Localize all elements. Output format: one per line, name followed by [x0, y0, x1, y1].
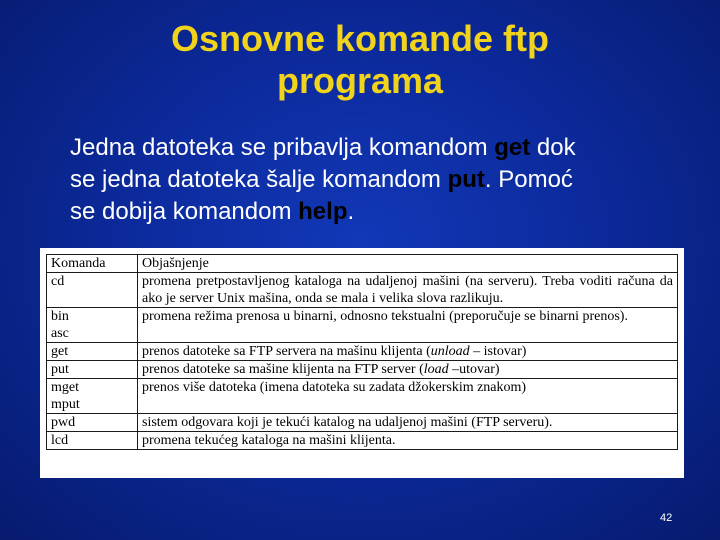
table-header-row — [47, 255, 678, 273]
paragraph-line-3 — [70, 196, 690, 228]
command-cell — [47, 273, 138, 308]
description-text: prenos datoteke sa FTP servera na mašinu klijenta ( — [142, 344, 431, 359]
description-italic: load — [423, 362, 449, 377]
command-name: put — [51, 362, 69, 377]
table-row — [47, 432, 678, 450]
paragraph-text: . Pomoć — [484, 166, 573, 193]
paragraph-line-2 — [70, 164, 690, 196]
paragraph-text: . — [347, 198, 355, 225]
command-cell — [47, 414, 138, 432]
description-text: –utovar) — [448, 362, 500, 377]
commands-table-image — [40, 248, 684, 478]
table-row — [47, 308, 678, 343]
header-description: Objašnjenje — [138, 255, 678, 273]
commands-table — [46, 254, 678, 450]
paragraph-text: se jedna datoteka šalje komandom — [70, 166, 448, 193]
slide-title — [0, 18, 720, 102]
command-name: bin — [51, 309, 69, 324]
description-text: prenos datoteke sa mašine klijenta na FTP server ( — [142, 362, 424, 377]
command-cell — [47, 343, 138, 361]
intro-paragraph — [70, 132, 690, 228]
table-row — [47, 273, 678, 308]
command-name: get — [51, 344, 69, 359]
paragraph-line-1 — [70, 132, 690, 164]
description-cell — [138, 343, 678, 361]
command-name: cd — [51, 274, 65, 289]
command-cell — [47, 308, 138, 343]
table-row — [47, 343, 678, 361]
command-cell — [47, 361, 138, 379]
header-command: Komanda — [47, 255, 138, 273]
command-name: pwd — [51, 415, 76, 430]
description-cell: promena režima prenosa u binarni, odnosno tekstualni (preporučuje se binarni prenos). — [138, 308, 678, 343]
description-cell: promena pretpostavljenog kataloga na udaljenoj mašini (na serveru). Treba voditi računa da ako je server Unix mašina, onda se mala i velika slova razlikuju. — [138, 273, 678, 308]
slide-title-line-2: programa — [276, 60, 444, 101]
table-row — [47, 361, 678, 379]
command-put-emphasis: put — [447, 166, 485, 193]
description-italic: unload — [430, 344, 470, 359]
description-text: – istovar) — [469, 344, 527, 359]
command-name: lcd — [51, 433, 69, 448]
command-help-emphasis: help — [298, 198, 348, 225]
command-name: mput — [51, 397, 80, 412]
command-cell — [47, 432, 138, 450]
command-name: mget — [51, 380, 79, 395]
description-cell — [138, 361, 678, 379]
page-number: 42 — [660, 512, 673, 524]
table-row — [47, 379, 678, 414]
description-cell: promena tekućeg kataloga na mašini klijenta. — [138, 432, 678, 450]
description-cell: prenos više datoteka (imena datoteka su zadata džokerskim znakom) — [138, 379, 678, 414]
command-name: asc — [51, 326, 69, 341]
paragraph-text: Jedna datoteka se pribavlja komandom — [70, 134, 495, 161]
paragraph-text: se dobija komandom — [70, 198, 299, 225]
slide-title-line-1: Osnovne komande ftp — [170, 18, 550, 59]
description-cell: sistem odgovara koji je tekući katalog na udaljenoj mašini (FTP serveru). — [138, 414, 678, 432]
command-get-emphasis: get — [494, 134, 531, 161]
paragraph-text: dok — [530, 134, 576, 161]
table-row — [47, 414, 678, 432]
command-cell — [47, 379, 138, 414]
